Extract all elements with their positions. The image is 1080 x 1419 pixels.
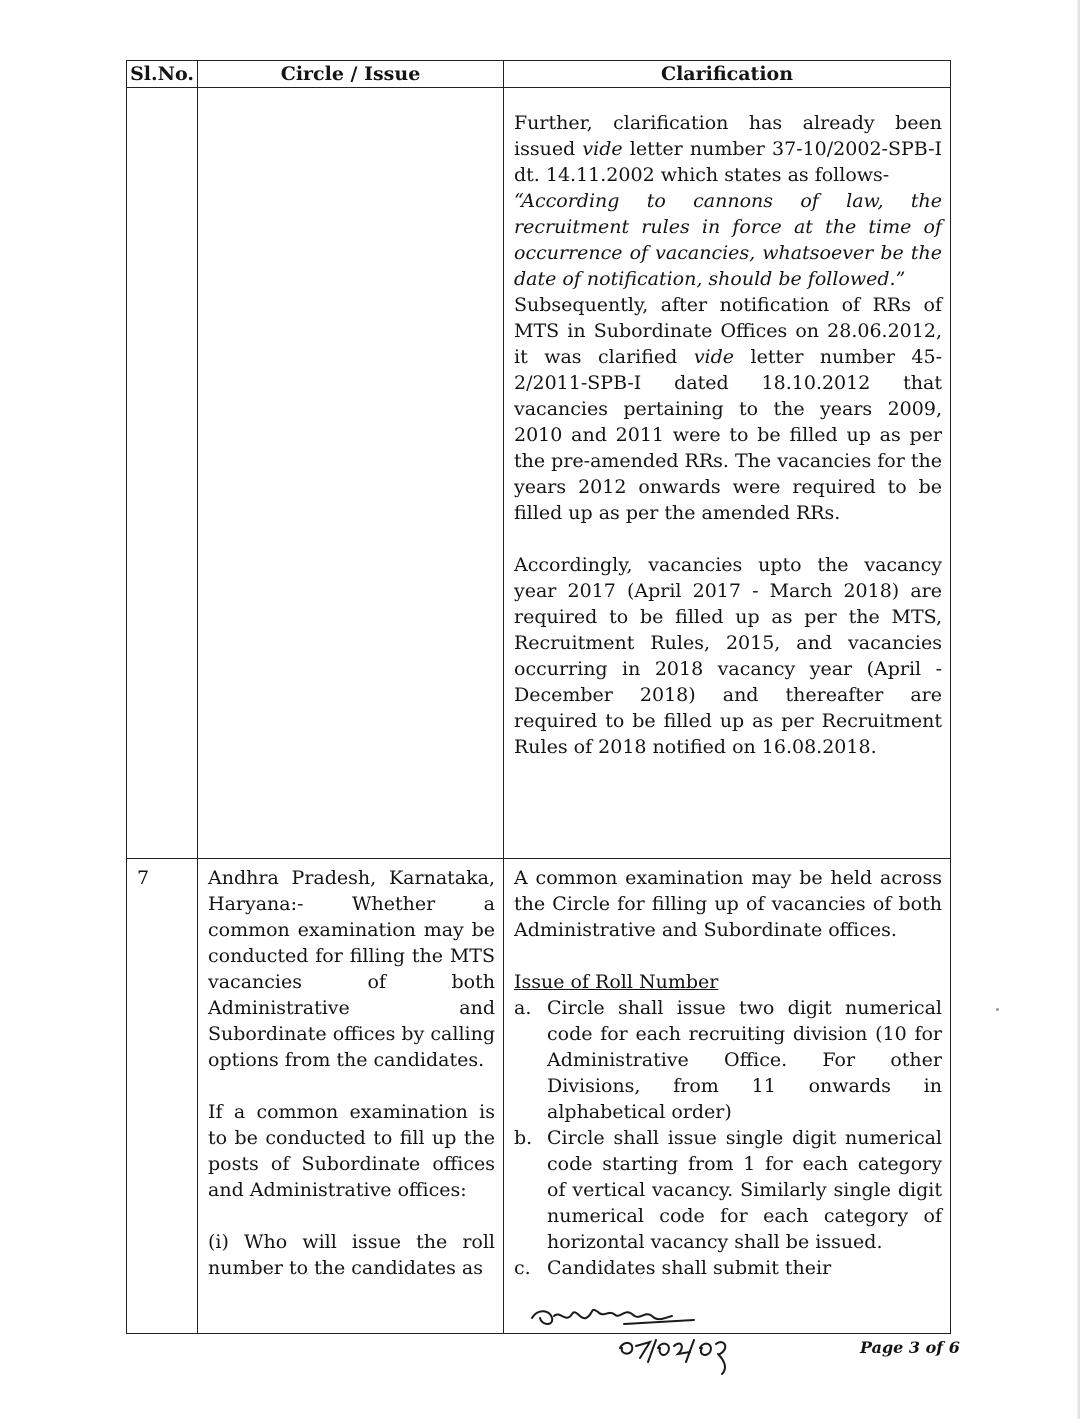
page-number: Page 3 of 6 [860,1338,960,1357]
roll-number-list [514,995,942,1281]
issue-cell [198,859,504,1334]
quoted-rule: “According to cannons of law, the recruitment rules in force at the time of occurrence of vacancies, whatsoever be the date of notification, should be followed.” [514,190,942,290]
sl-cell [127,88,198,859]
header-circle-issue: Circle / Issue [198,61,504,88]
clarification-paragraph: Accordingly, vacancies upto the vacancy year 2017 (April 2017 - March 2018) are required to be filled up as per the MTS, Recruitment Rules, 2015, and vacancies occurring in 2018 vacancy year (April - December 2018) and thereafter are required to be filled up as per Recruitment Rules of 2018 notified on 16.08.2018. [514,554,942,758]
issue-paragraph: (i) Who will issue the roll number to the candidates as [208,1231,495,1279]
issue-paragraph: If a common examination is to be conducted to fill up the posts of Subordinate offices and Administrative offices: [208,1101,495,1201]
clarification-cell [504,88,951,859]
table-header-row [127,61,951,88]
issue-paragraph: Andhra Pradesh, Karnataka, Haryana:- Whether a common examination may be conducted for filling the MTS vacancies of both Administrative and Subordinate offices by calling options from the candidates. [208,867,495,1071]
list-item: a. Circle shall issue two digit numerical code for each recruiting division (10 for Administrative Office. For other Divisions, from 11 onwards in alphabetical order) [514,997,942,1123]
clarification-paragraph: Further, clarification has already been issued vide letter number 37-10/2002-SPB-I dt. 14.11.2002 which states as follows- [514,112,942,186]
sl-cell: 7 [127,859,198,1334]
section-heading: Issue of Roll Number [514,971,719,993]
table-row [127,88,951,859]
clarification-paragraph: A common examination may be held across the Circle for filling up of vacancies of both Administrative and Subordinate offices. [514,867,942,941]
scan-speck [996,1008,999,1011]
clarification-table [126,60,951,1334]
clarification-paragraph: Subsequently, after notification of RRs of MTS in Subordinate Offices on 28.06.2012, it was clarified vide letter number 45-2/2011-SPB-I dated 18.10.2012 that vacancies pertaining to the years 2009, 2010 and 2011 were to be filled up as per the pre-amended RRs. The vacancies for the years 2012 onwards were required to be filled up as per the amended RRs. [514,294,942,524]
table-row [127,859,951,1334]
list-item: b. Circle shall issue single digit numerical code starting from 1 for each category of vertical vacancy. Similarly single digit numerical code for each category of horizontal vacancy shall be issued. [514,1127,942,1253]
header-clarification: Clarification [504,61,951,88]
clarification-cell [504,859,951,1334]
header-sl-no: Sl.No. [127,61,198,88]
issue-cell [198,88,504,859]
handwritten-signature [524,1296,754,1386]
list-item: c. Candidates shall submit their [514,1257,832,1279]
